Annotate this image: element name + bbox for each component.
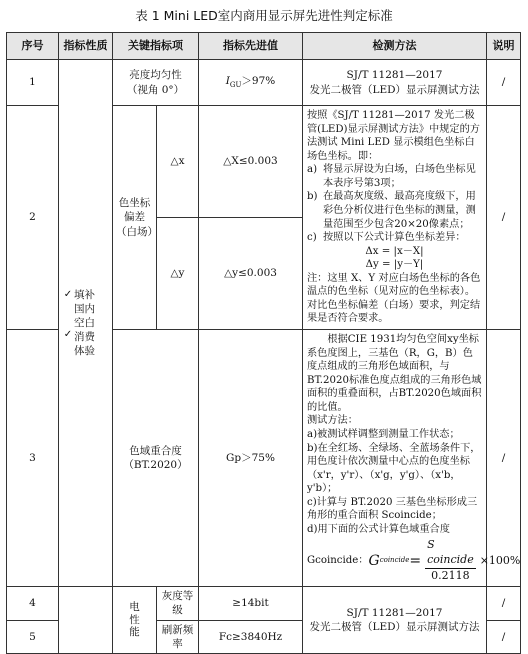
value-cell: △y≤0.003 — [199, 218, 303, 330]
row-no: 5 — [7, 620, 59, 653]
category-text: 填补 — [74, 288, 95, 301]
header-item: 关键指标项 — [113, 33, 199, 60]
value-text: ＞97% — [241, 75, 276, 88]
method-line: SJ/T 11281—2017 — [346, 69, 443, 82]
row-no: 1 — [7, 60, 59, 106]
list-item — [307, 231, 482, 245]
formula-den: 0.2118 — [431, 568, 470, 582]
formula-num: S coincide — [425, 538, 476, 568]
method-note: 注：这里 X、Y 对应白场色坐标的各色温点的色坐标（见对应的色坐标表）。 — [307, 272, 481, 298]
item-cell: 刷新频率 — [157, 620, 199, 653]
category-text: 空白 — [74, 317, 95, 330]
method-para: 根据CIE 1931均匀色空间xy坐标系色度图上，三基色（R，G，B）色度点组成的三角形色域面积，与BT.2020标准色度点组成的三角形色域面积的重叠面积，占BT.2020色域面积的比值。 — [307, 334, 482, 413]
formula-label: Gcoincide： — [307, 555, 369, 567]
note-cell: / — [487, 587, 521, 620]
note-cell: / — [487, 620, 521, 653]
table-row — [7, 60, 521, 106]
check-icon: ✓ — [63, 288, 73, 300]
method-line: 发光二极管（LED）显示屏测试方法 — [309, 621, 480, 634]
equation: Δx = |x－X| — [365, 245, 424, 257]
method-label: 测试方法： — [307, 415, 358, 427]
step-text: c)计算与 BT.2020 三基色坐标形成三角形的重合面积 Scoincide； — [307, 496, 478, 522]
value-sub: GU — [229, 81, 242, 90]
subitem-cell: △y — [157, 218, 199, 330]
check-icon: ✓ — [63, 329, 73, 341]
step-num: b) — [307, 191, 318, 203]
row-no: 4 — [7, 587, 59, 620]
step-text: d)用下面的公式计算色域重合度 — [307, 523, 450, 535]
category-text: 消费 — [74, 331, 95, 344]
item-cell: 色域重合度 （BT.2020） — [113, 330, 199, 587]
step-num: c) — [307, 232, 317, 244]
formula-tail: ×100% — [479, 553, 521, 567]
header-method: 检测方法 — [303, 33, 487, 60]
table-title: 表 1 Mini LED室内商用显示屏先进性判定标准 — [135, 8, 393, 23]
subitem-cell: △x — [157, 106, 199, 218]
list-item — [307, 190, 482, 231]
value-cell: Gp＞75% — [199, 330, 303, 587]
value-cell: △X≤0.003 — [199, 106, 303, 218]
group-cell — [113, 587, 157, 654]
value-cell: Fc≥3840Hz — [199, 620, 303, 653]
step-text: 在最高灰度级、最高亮度级下，用彩色分析仪进行色坐标的测量，测量范围至少包含20×20像素点； — [323, 191, 476, 230]
header-value: 指标先进值 — [199, 33, 303, 60]
step-text: b)在全红场、全绿场、全蓝场条件下，用色度计依次测量中心点的色度坐标（x'r，y'r）、（x'g，y'g）、（x'b，y'b）； — [307, 442, 481, 495]
group-label: 电性能 — [129, 601, 140, 639]
equation: Δy = |y－Y| — [365, 259, 424, 271]
note-cell: / — [487, 330, 521, 587]
method-cell — [303, 60, 487, 106]
method-cell — [303, 106, 487, 330]
formula-body: G coincide = $\frac{\text{S coincide}}{0.2118}$ ×100% — [368, 538, 521, 582]
header-nature: 指标性质 — [59, 33, 113, 60]
method-line: 发光二极管（LED）显示屏测试方法 — [309, 83, 480, 96]
method-conclusion: 对比色坐标偏差（白场）要求，判定结果是否符合要求。 — [307, 299, 481, 325]
row-no: 3 — [7, 330, 59, 587]
formula — [307, 538, 521, 583]
step-text: 将显示屏设为白场，白场色坐标见本表序号第3项； — [323, 164, 476, 189]
step-text: 按照以下公式计算色坐标差异： — [323, 232, 466, 244]
header-row — [7, 33, 521, 60]
category-text: 体验 — [74, 345, 95, 358]
method-cell — [303, 330, 521, 587]
method-intro: 按照《SJ/T 11281—2017 发光二极管(LED)显示屏测试方法》中规定的方法测试 Mini LED 显示模组色坐标白场色坐标。即： — [307, 110, 480, 162]
value-symbol: I — [225, 75, 230, 88]
header-note: 说明 — [487, 33, 521, 60]
step-num: a) — [307, 164, 318, 176]
item-cell: 灰度等级 — [157, 587, 199, 620]
category-cell-empty — [59, 587, 113, 654]
method-line: SJ/T 11281—2017 — [346, 606, 443, 619]
step-text: a)被测试样调整到测量工作状态； — [307, 428, 460, 440]
value-cell — [199, 60, 303, 106]
note-cell: / — [487, 60, 521, 106]
category-cell — [59, 60, 113, 587]
standards-table — [6, 32, 521, 654]
header-no: 序号 — [7, 33, 59, 60]
value-cell: ≥14bit — [199, 587, 303, 620]
category-text: 国内 — [74, 302, 95, 315]
table-row — [7, 587, 521, 620]
note-cell: / — [487, 106, 521, 330]
item-cell: 色坐标偏差（白场） — [113, 106, 157, 330]
row-no: 2 — [7, 106, 59, 330]
method-cell — [303, 587, 487, 654]
item-cell: 亮度均匀性 （视角 0°） — [113, 60, 199, 106]
list-item — [307, 163, 482, 190]
